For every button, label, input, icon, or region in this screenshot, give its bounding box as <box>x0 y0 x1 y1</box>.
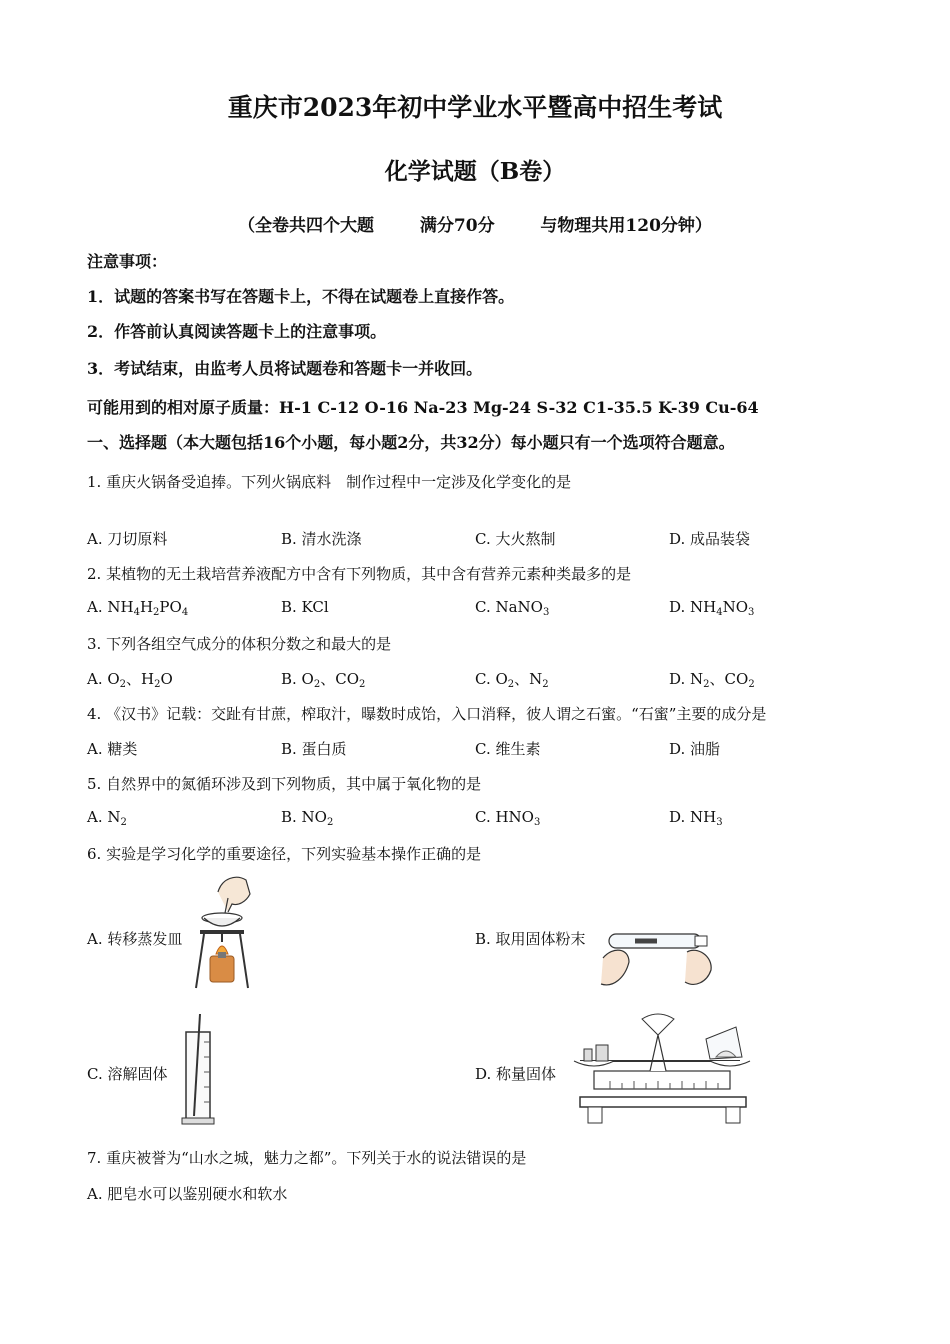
q4-option-a: A. 糖类 <box>87 740 138 758</box>
q5-option-b: B. $NO_2$ <box>281 808 334 828</box>
evaporating-dish-illustration <box>188 872 258 992</box>
q3-option-c: C. $O_2$、$N_2$ <box>475 670 549 690</box>
q3-option-a: A. $O_2$、$H_2O$ <box>87 670 173 690</box>
q1-option-d: D. 成品装袋 <box>669 530 751 548</box>
notice-item-1: 1．试题的答案书写在答题卡上，不得在试题卷上直接作答。 <box>87 287 515 306</box>
q7-option-a: A. 肥皂水可以鉴别硬水和软水 <box>87 1185 288 1203</box>
q2-option-c: C. NaNO$_3$ <box>475 598 550 618</box>
question-5-stem: 5. 自然界中的氮循环涉及到下列物质，其中属于氧化物的是 <box>87 775 482 793</box>
question-3-stem: 3. 下列各组空气成分的体积分数之和最大的是 <box>87 635 392 653</box>
q6-option-b: B. 取用固体粉末 <box>475 930 586 948</box>
question-7-stem: 7. 重庆被誉为“山水之城，魅力之都”。下列关于水的说法错误的是 <box>87 1149 527 1167</box>
exam-info-scope: （全卷共四个大题 <box>238 216 375 236</box>
q1-option-a: A. 刀切原料 <box>87 530 168 548</box>
exam-info-score: 满分70分 <box>419 216 495 236</box>
question-6-stem: 6. 实验是学习化学的重要途径，下列实验基本操作正确的是 <box>87 845 482 863</box>
q4-option-d: D. 油脂 <box>669 740 721 758</box>
q5-option-c: C. $HNO_3$ <box>475 808 541 828</box>
q1-option-b: B. 清水洗涤 <box>281 530 362 548</box>
test-tube-powder-illustration <box>595 922 725 994</box>
q3-option-b: B. $O_2$、$CO_2$ <box>281 670 366 690</box>
q6-option-a: A. 转移蒸发皿 <box>87 930 183 948</box>
q3-option-d: D. $N_2$、$CO_2$ <box>669 670 755 690</box>
atomic-masses: 可能用到的相对原子质量：H-1 C-12 O-16 Na-23 Mg-24 S-32 C1-35.5 K-39 Cu-64 <box>87 398 759 417</box>
notice-heading: 注意事项： <box>87 252 168 271</box>
section1-heading: 一、选择题（本大题包括16个小题，每小题2分，共32分）每小题只有一个选项符合题意。 <box>87 433 735 452</box>
question-2-stem: 2. 某植物的无土栽培营养液配方中含有下列物质，其中含有营养元素种类最多的是 <box>87 565 632 583</box>
q2-option-a: A. $NH_4H_2PO_4$ <box>87 598 189 618</box>
q2-option-b: B. KCl <box>281 598 329 616</box>
page-subtitle: 化学试题（B卷） <box>384 158 566 185</box>
q4-option-b: B. 蛋白质 <box>281 740 347 758</box>
q1-option-c: C. 大火熬制 <box>475 530 556 548</box>
balance-scale-illustration <box>570 1005 755 1127</box>
notice-item-2: 2．作答前认真阅读答题卡上的注意事项。 <box>87 322 387 341</box>
q6-option-d: D. 称量固体 <box>475 1065 557 1083</box>
notice-item-3: 3．考试结束，由监考人员将试题卷和答题卡一并收回。 <box>87 359 483 378</box>
q6-option-c: C. 溶解固体 <box>87 1065 168 1083</box>
exam-info <box>0 211 950 236</box>
exam-info-time: 与物理共用120分钟） <box>540 216 712 236</box>
graduated-cylinder-illustration <box>178 1012 218 1127</box>
q5-option-a: A. $N_2$ <box>87 808 127 828</box>
question-1-stem: 1. 重庆火锅备受追捧。下列火锅底料 制作过程中一定涉及化学变化的是 <box>87 473 572 491</box>
q5-option-d: D. $NH_3$ <box>669 808 723 828</box>
q2-option-d: D. $NH_4NO_3$ <box>669 598 755 618</box>
q4-option-c: C. 维生素 <box>475 740 541 758</box>
page-title: 重庆市2023年初中学业水平暨高中招生考试 <box>227 93 723 122</box>
question-4-stem: 4. 《汉书》记载：交趾有甘蔗，榨取汁，曝数时成饴，入口消释，彼人谓之石蜜。“石蜜”主要的成分是 <box>87 705 767 723</box>
